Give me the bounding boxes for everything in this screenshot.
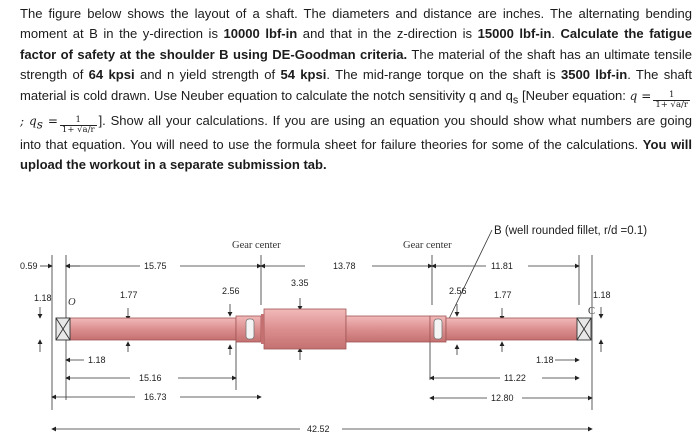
fillet-note: B (well rounded fillet, r/d =0.1) [494,225,648,237]
problem-statement: The figure below shows the layout of a shaft. The diameters and distance are inches. The alternating bending moment at B in the y-direction is 10000 lbf-in and that in the z-direction is 15000 lbf-in. Calculate the fatigue factor of safety at the shoulder B using DE-Goodman criteria. The material of the shaft has an ultimate tensile strength of 64 kpsi and n yield strength of 54 kpsi. The mid-range torque on the shaft is 3500 lbf-in. The shaft material is cold drawn. Use Neuber equation to calculate the notch sensitivity q and $q_s$ [Neuber equation: q = $\frac{1}{1+ √a/r}$ ; $q_s$ = $\frac{1}{1+ √a/r}$ ]. Show all your calculations. If you are using an equation you should show what numbers are going into that equation. You will need to use the formula sheet for failure theories for some of the calculations. You will upload the workout in a separate submission tab. [20,6,692,173]
keyway-left [246,319,254,339]
bearing-c [577,318,591,340]
svg-text:16.73: 16.73 [144,392,167,402]
task-statement: Calculate the fatigue factor of safety at the shoulder B using DE-Goodman criteria. [20,26,692,62]
svg-text:1.18: 1.18 [34,293,52,303]
svg-text:1.77: 1.77 [494,290,512,300]
shaft-layout-diagram [0,210,700,441]
yield-strength: 54 kpsi [280,67,327,83]
ultimate-strength: 64 kpsi [88,67,135,83]
shoulder-step [261,314,264,344]
neuber-qs: ; q [20,113,37,128]
svg-text:1.18: 1.18 [593,290,611,300]
shaft-section-left [66,318,236,340]
svg-text:13.78: 13.78 [333,261,356,271]
shaft-collar [264,309,346,349]
label-c: C [588,306,596,317]
neuber-fraction-qs: $\frac{1}{1+ √a/r}$ [61,114,95,135]
gear-center-right-label: Gear center [403,240,452,251]
gear-center-left-label: Gear center [232,240,281,251]
svg-text:12.80: 12.80 [491,393,514,403]
neuber-q: q = [629,88,652,103]
shaft-section-middle [346,316,430,342]
upload-instruction: You will upload the workout in a separate submission tab. [20,136,692,173]
fillet-leader [446,230,492,325]
svg-text:1.77: 1.77 [120,290,138,300]
label-o: O [68,297,76,308]
svg-text:2.56: 2.56 [449,286,467,296]
svg-text:11.81: 11.81 [491,261,513,271]
svg-text:1.18: 1.18 [88,355,106,365]
svg-text:15.75: 15.75 [144,261,167,271]
svg-text:42.52: 42.52 [307,424,330,434]
keyway-right [434,319,442,339]
shaft-section-right [446,318,579,340]
svg-text:15.16: 15.16 [139,373,162,383]
bearing-o [56,318,70,340]
svg-text:0.59: 0.59 [20,261,38,271]
bending-moment-z: 15000 lbf-in [477,26,552,42]
svg-text:1.18: 1.18 [536,355,554,365]
neuber-fraction-q: $\frac{1}{1+ √a/r}$ [655,89,688,110]
svg-text:11.22: 11.22 [504,373,526,383]
midrange-torque: 3500 lbf-in [560,67,628,83]
svg-text:2.56: 2.56 [222,286,240,296]
svg-text:3.35: 3.35 [291,278,309,288]
bending-moment-y: 10000 lbf-in [223,26,298,42]
